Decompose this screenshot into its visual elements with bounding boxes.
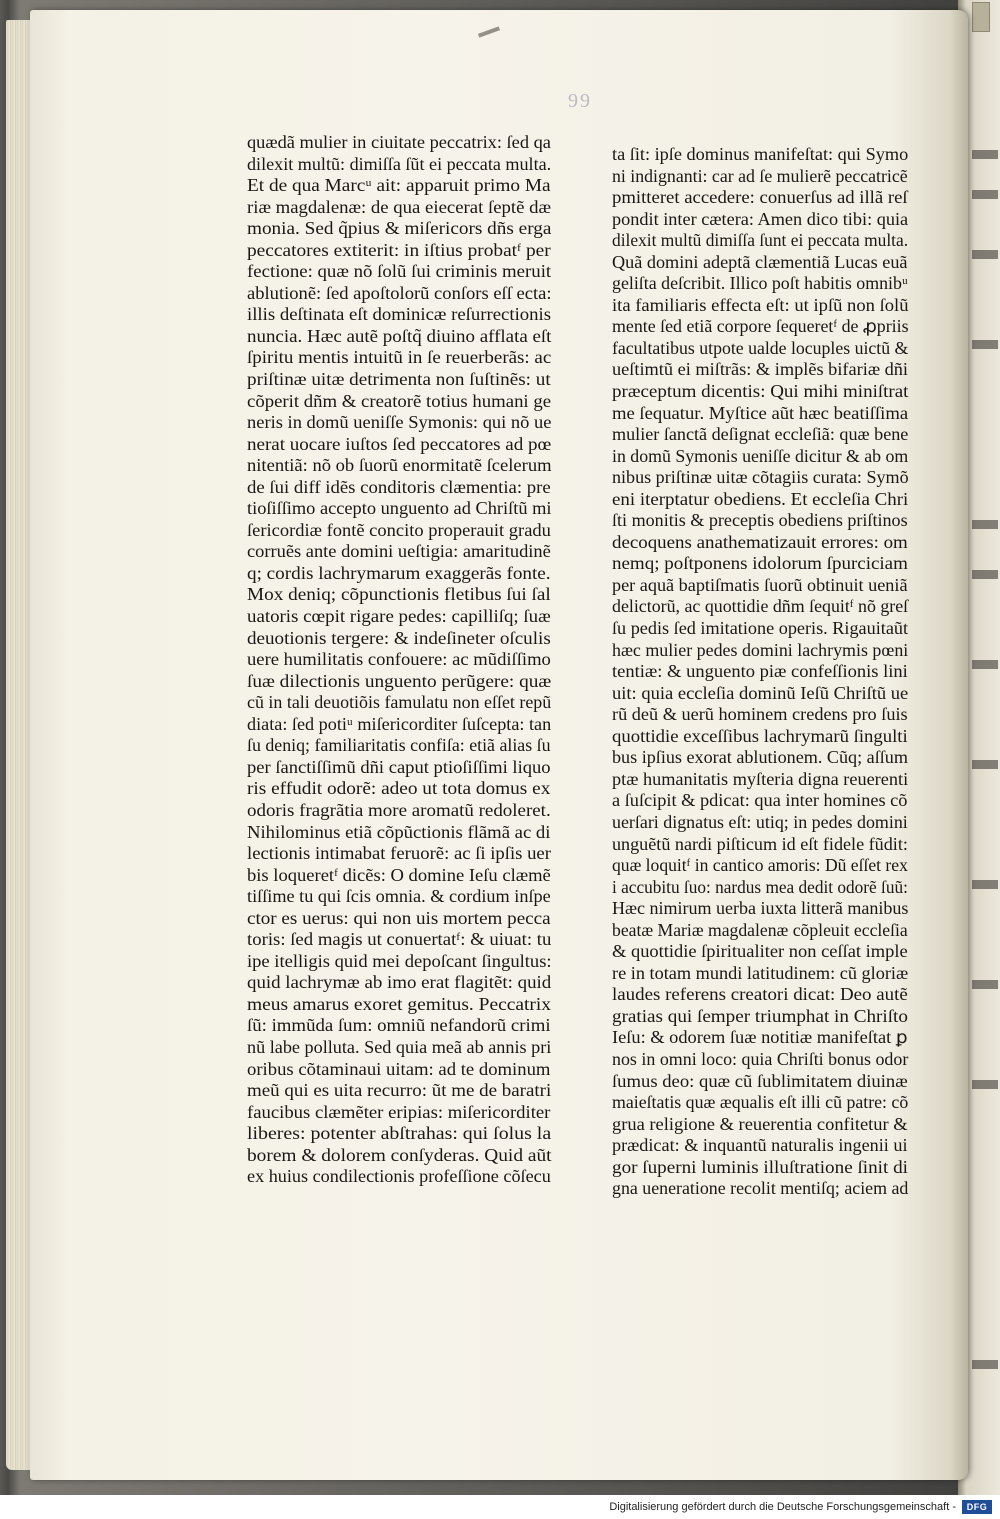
text-line: ris effudit odorẽ: adeo ut tota domus ex	[247, 778, 551, 799]
text-line: ueſtimtũ ei miſtrãs: & implẽs bifariæ dñi	[612, 359, 909, 380]
facing-page-text	[972, 760, 998, 769]
text-line: nerat uocare iuſtos ſed peccatores ad pœ	[247, 433, 552, 454]
text-line: ipe itelligis quid mei depoſcant ſingultus:	[247, 950, 552, 971]
text-line: quid lachrymæ ab imo erat flagitẽt: quid	[247, 972, 552, 993]
text-line: per aquã baptiſmatis ſuorũ obtinuit ueniã	[612, 574, 908, 595]
text-line: Nihilominus etiã cõpũctionis flãmã ac di	[247, 821, 551, 842]
text-line: pmitteret accedere: conuerſus ad illã reſ	[612, 187, 908, 208]
text-line: re in totam mundi latitudinem: cũ gloriæ	[612, 962, 909, 983]
text-line: Ieſu: & odorem ſuæ notitiæ manifeſtat ꝑ	[612, 1027, 908, 1048]
text-line: tiſſime tu qui ſcis omnia. & cordium inſpe	[247, 886, 551, 907]
facing-page-text	[972, 1080, 998, 1089]
text-line: facultatibus utpote ualde locuples uictũ &	[612, 337, 909, 358]
text-line: lectionis intimabat feruorẽ: ac ſi ipſis uer	[247, 843, 551, 864]
text-line: corruẽs ante domini ueſtigia: amaritudinẽ	[247, 541, 551, 562]
text-line: nibus priſtinæ uitæ cõtagiis curata: Symõ	[612, 467, 909, 488]
text-line: unguẽtũ nardi piſticum id eſt fidele fũdit:	[612, 833, 908, 854]
text-line: & quottidie ſpiritualiter non ceſſat imple	[612, 941, 908, 962]
text-line: ctor es uerus: qui non uis mortem pecca	[247, 907, 551, 928]
text-line: ſpiritu mentis intuitũ in ſe reuerberãs: ac	[247, 347, 552, 368]
facing-page-text	[972, 570, 998, 579]
text-line: gna ueneratione recolit mentiſq; aciem ad	[612, 1178, 909, 1199]
text-line: in domũ Symonis ueniſſe dicitur & ab om	[612, 445, 909, 466]
text-line: Quã domini adeptã clæmentiã Lucas euã	[612, 251, 908, 272]
text-line: ſu deniq; familiaritatis confiſa: etiã alias ſu	[247, 735, 551, 756]
text-line: dilexit multũ: dimiſſa ſũt ei peccata multa.	[247, 153, 552, 174]
text-line: bis loqueretᶠ dicẽs: O domine Ieſu clæmẽ	[247, 864, 551, 885]
text-line: illis deſtinata eſt dominicæ reſurrectionis	[247, 304, 552, 325]
text-line: ſti monitis & preceptis obediens priſtinos	[612, 510, 908, 531]
text-line: nuncia. Hæc autẽ poſtq̃ diuino afflata eſt	[247, 325, 552, 346]
text-line: nos in omni loco: quia Chriſti bonus odor	[612, 1048, 909, 1069]
text-line: ſericordiæ fontẽ concito properauit gradu	[247, 519, 551, 540]
text-line: ſũ: immũda ſum: omniũ nefandorũ crimi	[247, 1015, 551, 1036]
text-line: faucibus clæmẽter eripias: miſericorditer	[247, 1101, 551, 1122]
text-line: quædã mulier in ciuitate peccatrix: ſed qa	[247, 132, 551, 152]
text-line: gratias qui ſemper triumphat in Chriſto	[612, 1005, 908, 1026]
right-text-column	[612, 144, 908, 1200]
text-line: beatæ Mariæ magdalenæ cõpleuit eccleſia	[612, 919, 908, 940]
text-line: ablutionẽ: ſed apoſtolorũ conſors eſſ ecta:	[247, 282, 552, 303]
text-line: prædicat: & inquantũ naturalis ingenii ui	[612, 1135, 908, 1156]
text-line: Mox deniq; cõpunctionis fletibus ſui ſal	[247, 584, 551, 605]
text-line: quottidie exceſſibus lachrymarũ ſingulti	[612, 725, 908, 746]
text-line: peccatores extiterit: in iſtius probatᶠ per	[247, 239, 551, 260]
facing-page-text	[972, 340, 998, 349]
text-line: de ſui diff idẽs conditoris clæmentia: pre	[247, 476, 551, 497]
text-line: ſumus deo: quæ cũ ſublimitatem diuinæ	[612, 1070, 908, 1091]
facing-page-text	[972, 660, 998, 669]
text-line: ni indignanti: car ad ſe mulierẽ peccatricẽ	[612, 165, 908, 186]
text-line: grua religione & reuerentia confitetur &	[612, 1113, 908, 1134]
text-line: ſuæ dilectionis unguento perũgere: quæ	[247, 670, 552, 691]
facing-page-text	[972, 150, 998, 159]
text-line: me ſequatur. Myſtice aũt hæc beatiſſima	[612, 402, 909, 423]
facing-page-text	[972, 520, 998, 529]
text-line: maieſtatis quæ æqualis eſt illi cũ patre: cõ	[612, 1092, 909, 1113]
book-page-edges	[6, 20, 32, 1470]
text-line: quæ loquitᶠ in cantico amoris: Dũ eſſet rex	[612, 855, 908, 876]
text-line: tentiæ: & unguento piæ confeſſionis lini	[612, 661, 908, 682]
text-line: delictorũ, ac quottidie dñm ſequitᶠ nõ greſ	[612, 596, 909, 617]
text-line: bus ipſius exorat ablutionem. Cũq; aſſum	[612, 747, 908, 768]
text-line: dilexit multũ dimiſſa ſunt ei peccata multa.	[612, 230, 909, 251]
facing-page-text	[972, 980, 998, 989]
text-line: mente ſed etiã corpore ſequeretᶠ de ꝓpriis	[612, 316, 909, 337]
text-line: ptæ humanitatis myſteria digna reuerenti	[612, 768, 909, 789]
text-line: pondit inter cætera: Amen dico tibi: quia	[612, 208, 909, 229]
text-line: neris in domũ ueniſſe Symonis: qui nõ ue	[247, 412, 552, 433]
facing-page-text	[972, 190, 998, 199]
text-line: odoris fragrãtia more aromatũ redoleret.	[247, 799, 551, 820]
text-line: liberes: potenter abſtrahas: qui ſolus la	[247, 1123, 552, 1144]
text-line: decoquens anathematizauit errores: om	[612, 531, 908, 552]
facing-page-text	[972, 880, 998, 889]
text-line: tioſiſſimo accepto unguento ad Chriſtũ mi	[247, 498, 552, 519]
text-line: hæc mulier pedes domini lachrymis pœni	[612, 639, 909, 660]
text-line: ta ſit: ipſe dominus manifeſtat: qui Symo	[612, 144, 909, 164]
facing-page-text	[972, 1360, 998, 1369]
text-line: gor ſuperni luminis illuſtratione ſinit di	[612, 1156, 908, 1177]
text-line: meus amarus exoret gemitus. Peccatrix	[247, 993, 551, 1014]
text-line: ſu pedis ſed imitatione operis. Rigauitaũt	[612, 618, 909, 639]
text-line: uere humilitatis confouere: ac mũdiſſimo	[247, 649, 551, 670]
dfg-logo: DFG	[962, 1500, 992, 1514]
text-line: meũ qui es uita recurro: ũt me de baratri	[247, 1080, 552, 1101]
footer-credit: Digitalisierung gefördert durch die Deutsche Forschungsgemeinschaft -	[609, 1501, 956, 1513]
text-line: cũ in tali deuotiõis famulatu non eſſet repũ	[247, 692, 552, 713]
text-line: uerſari dignatus eſt: utiq; in pedes domini	[612, 811, 908, 832]
text-line: monia. Sed q̃pius & miſericors dñs erga	[247, 218, 552, 239]
text-line: priſtinæ uitæ detrimenta non ſuſtinẽs: ut	[247, 369, 551, 390]
text-line: uatoris cœpit rigare pedes: capilliſq; ſuæ	[247, 606, 551, 627]
text-line: Et de qua Marcᵘ ait: apparuit primo Ma	[247, 175, 551, 196]
text-line: fectione: quæ nõ ſolũ ſui criminis meruit	[247, 261, 552, 282]
text-line: nemq; poſtponens idolorum ſpurciciam	[612, 553, 908, 574]
text-line: i accubitu ſuo: nardus mea dedit odorẽ ſuũ:	[612, 876, 908, 897]
text-line: uit: quia eccleſia dominũ Ieſũ Chriſtũ ue	[612, 682, 909, 703]
text-line: geliſta deſcribit. Illico poſt habitis omnibᵘ	[612, 273, 908, 294]
text-line: a ſuſcipit & pdicat: qua inter homines cõ	[612, 790, 908, 811]
text-line: nũ labe polluta. Sed quia meã ab annis pri	[247, 1036, 552, 1057]
text-line: diata: ſed potiᵘ miſericorditer ſuſcepta: tan	[247, 713, 552, 734]
folio-number: 99	[568, 90, 592, 112]
text-line: per ſanctiſſimũ dñi caput ptioſiſſimi liquo	[247, 756, 551, 777]
left-text-column	[247, 132, 551, 1188]
text-line: laudes referens creatori dicat: Deo autẽ	[612, 984, 908, 1005]
text-line: borem & dolorem conſyderas. Quid aũt	[247, 1144, 552, 1165]
text-line: nitentiã: nõ ob ſuorũ enormitatẽ ſcelerum	[247, 455, 552, 476]
text-line: toris: ſed magis ut conuertatᶠ: & uiuat: tu	[247, 929, 552, 950]
text-line: præceptum dicentis: Qui mihi miniſtrat	[612, 381, 909, 402]
facing-page-text	[972, 250, 998, 259]
text-line: ita familiaris effecta eſt: ut ipſũ non ſolũ	[612, 294, 909, 315]
text-line: Hæc nimirum uerba iuxta litterã manibus	[612, 898, 909, 919]
text-line: deuotionis tergere: & indeſineter oſculis	[247, 627, 551, 648]
text-line: oribus cõtaminaui uitam: ad te dominum	[247, 1058, 551, 1079]
text-line: rũ deũ & uerũ hominem credens pro ſuis	[612, 704, 908, 725]
text-line: q; cordis lachrymarum exaggerãs fonte.	[247, 562, 551, 583]
digitization-footer	[0, 1495, 1000, 1519]
text-line: mulier ſanctã deſignat eccleſiã: quæ bene	[612, 424, 909, 445]
text-line: riæ magdalenæ: de qua eiecerat ſeptẽ dæ	[247, 196, 552, 217]
text-line: eni iterptatur obediens. Et eccleſia Chri	[612, 488, 909, 509]
text-line: ex huius condilectionis profeſſione cõſecu	[247, 1166, 551, 1187]
text-line: cõperit dñm & creatorẽ totius humani ge	[247, 390, 552, 411]
tape-strip	[972, 2, 990, 32]
